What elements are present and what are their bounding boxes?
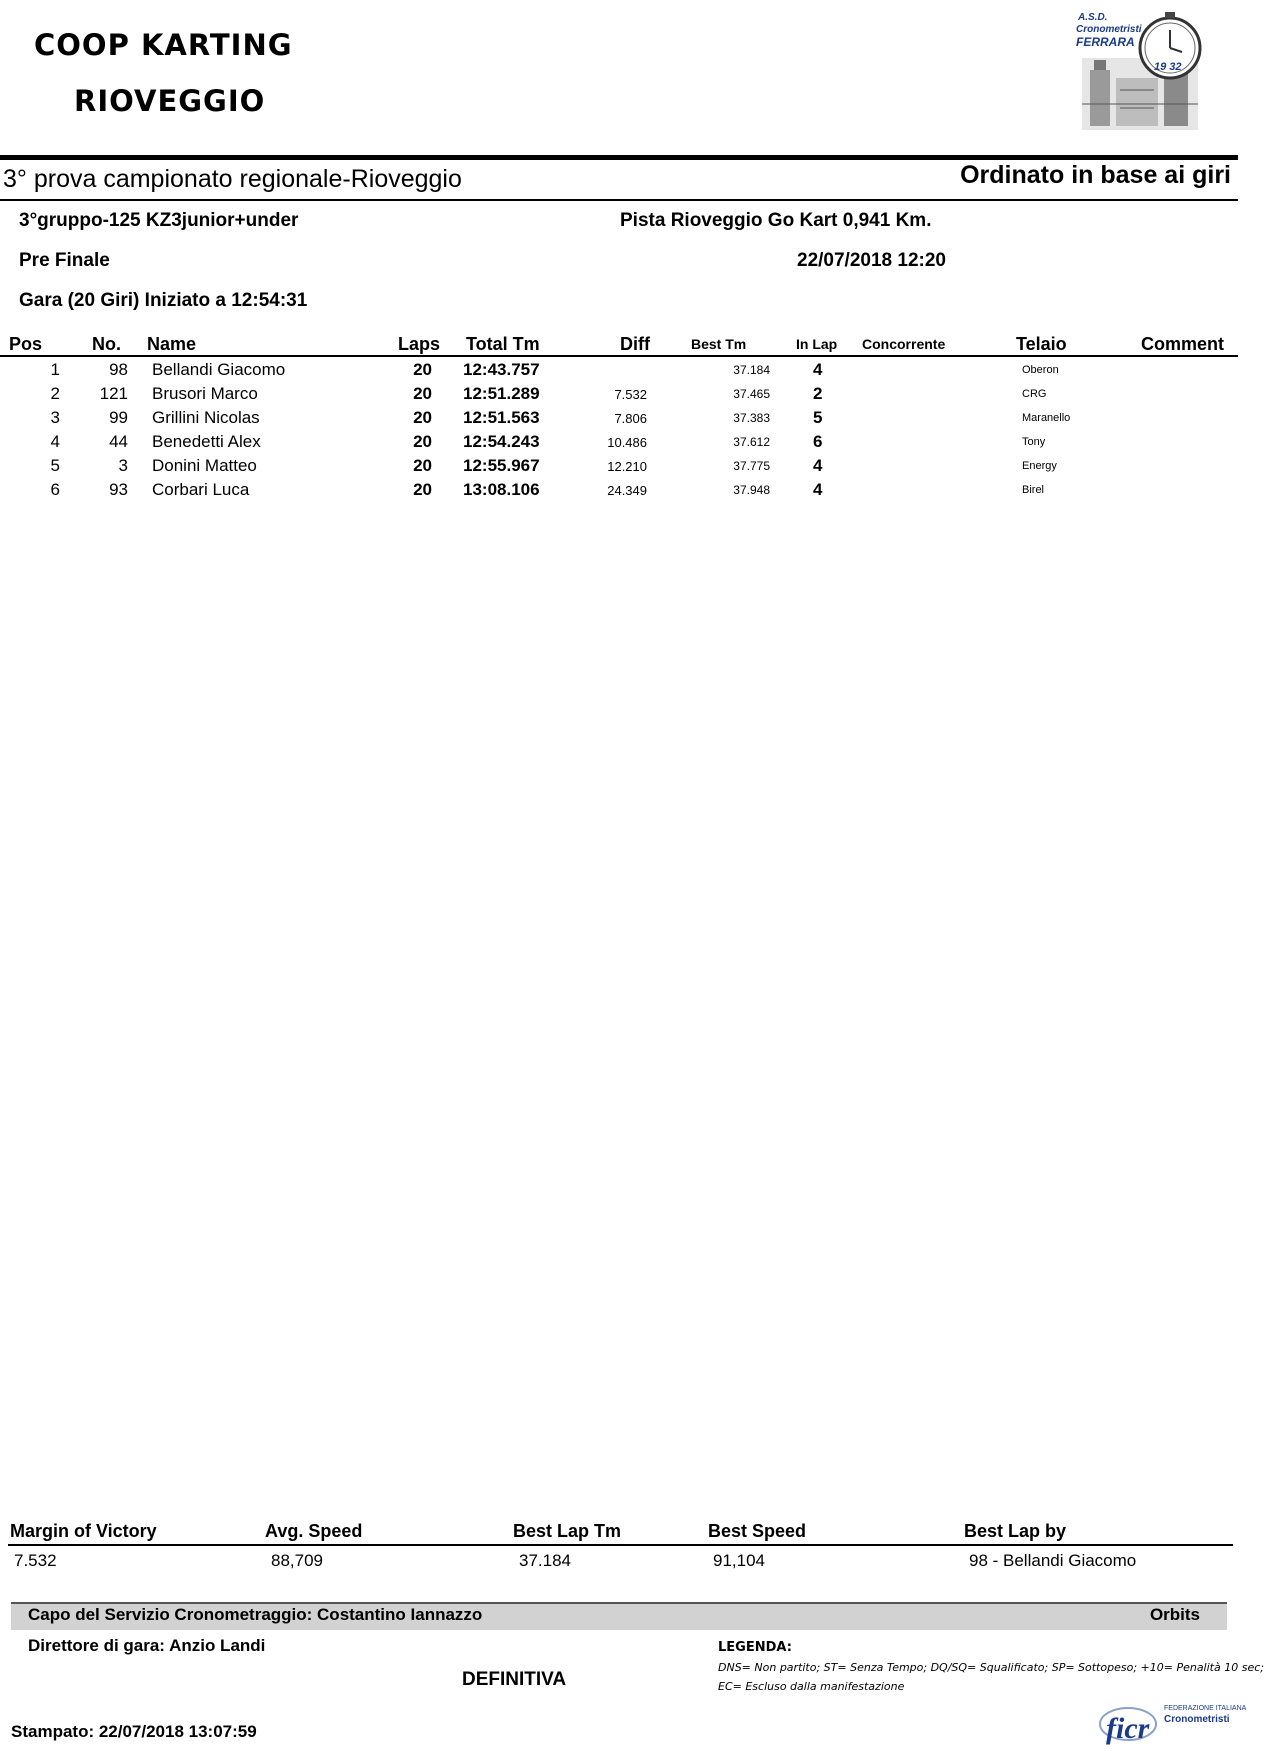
- avg-speed-label: Avg. Speed: [265, 1521, 363, 1541]
- col-header-best: Best Tm: [691, 336, 747, 352]
- brand-subtitle: RIOVEGGIO: [74, 84, 266, 118]
- event-title: 3° prova campionato regionale-Rioveggio: [3, 165, 462, 193]
- cell-in-lap: 4: [813, 480, 823, 499]
- cell-total: 12:54.243: [463, 432, 540, 451]
- ficr-wordmark: ficr: [1106, 1712, 1150, 1745]
- margin-value: 7.532: [14, 1551, 57, 1570]
- col-header-concorrente: Concorrente: [862, 336, 946, 352]
- sort-label: Ordinato in base ai giri: [960, 161, 1231, 189]
- col-header-name: Name: [147, 334, 197, 354]
- table-row: [0, 360, 1238, 383]
- printed-timestamp: Stampato: 22/07/2018 13:07:59: [11, 1722, 257, 1741]
- ficr-logo-icon: [1098, 1692, 1247, 1748]
- cell-no: 98: [109, 360, 128, 379]
- session-label: Pre Finale: [19, 250, 110, 271]
- cell-pos: 5: [50, 456, 60, 475]
- best-lap-value: 37.184: [519, 1551, 571, 1570]
- cell-best: 37.612: [733, 435, 770, 449]
- cell-name: Benedetti Alex: [152, 432, 261, 451]
- software-label: Orbits: [1149, 1605, 1200, 1624]
- cell-name: Donini Matteo: [152, 456, 257, 475]
- avg-speed-value: 88,709: [271, 1551, 323, 1570]
- ficr-line2: Cronometristi: [1164, 1714, 1230, 1725]
- chief-timekeeper: Capo del Servizio Cronometraggio: Costantino Iannazzo: [28, 1605, 483, 1624]
- cell-pos: 2: [50, 384, 60, 403]
- race-director: Direttore di gara: Anzio Landi: [28, 1636, 266, 1655]
- cell-name: Brusori Marco: [152, 384, 258, 403]
- legend-line: EC= Escluso dalla manifestazione: [718, 1680, 905, 1693]
- best-speed-value: 91,104: [713, 1551, 765, 1570]
- cell-in-lap: 2: [813, 384, 823, 403]
- table-row: [0, 384, 1238, 407]
- col-header-comment: Comment: [1141, 334, 1225, 354]
- cell-no: 3: [118, 456, 128, 475]
- race-info: Gara (20 Giri) Iniziato a 12:54:31: [19, 290, 308, 311]
- cell-pos: 6: [50, 480, 60, 499]
- cell-no: 93: [109, 480, 128, 499]
- cell-telaio: Tony: [1022, 436, 1046, 448]
- legend-line: DNS= Non partito; ST= Senza Tempo; DQ/SQ= Squalificato; SP= Sottopeso; +10= Penalità 10 sec;: [718, 1661, 1264, 1674]
- cell-laps: 20: [413, 456, 432, 475]
- cell-telaio: Birel: [1022, 484, 1045, 496]
- cell-total: 12:55.967: [463, 456, 540, 475]
- col-header-no: No.: [92, 334, 121, 354]
- title-bottom-rule: [0, 199, 1238, 201]
- cell-best: 37.775: [733, 459, 770, 473]
- col-header-total: Total Tm: [466, 334, 540, 354]
- cell-diff: 24.349: [607, 483, 647, 498]
- cell-in-lap: 6: [813, 432, 823, 451]
- logo-year: 19 32: [1154, 61, 1182, 73]
- title-top-rule: [0, 155, 1238, 160]
- best-lap-by-value: 98 - Bellandi Giacomo: [969, 1551, 1137, 1570]
- cell-in-lap: 5: [813, 408, 823, 427]
- cell-telaio: CRG: [1022, 388, 1047, 400]
- cell-no: 44: [109, 432, 128, 451]
- cell-laps: 20: [413, 360, 432, 379]
- cell-total: 13:08.106: [463, 480, 540, 499]
- cell-name: Corbari Luca: [152, 480, 250, 499]
- cell-best: 37.383: [733, 411, 770, 425]
- cell-telaio: Maranello: [1022, 412, 1071, 424]
- cell-best: 37.465: [733, 387, 770, 401]
- stopwatch-castle-icon: [1072, 8, 1212, 136]
- table-row: [0, 480, 1238, 503]
- group-label: 3°gruppo-125 KZ3junior+under: [19, 210, 299, 231]
- cell-laps: 20: [413, 384, 432, 403]
- col-header-diff: Diff: [620, 334, 650, 354]
- result-status: DEFINITIVA: [462, 1669, 567, 1690]
- cell-best: 37.184: [733, 363, 770, 377]
- cell-diff: 10.486: [607, 435, 647, 450]
- col-header-pos: Pos: [9, 334, 43, 354]
- logo-line1: A.S.D.: [1078, 12, 1108, 23]
- margin-label: Margin of Victory: [10, 1521, 157, 1541]
- cell-laps: 20: [413, 432, 432, 451]
- cell-total: 12:51.563: [463, 408, 540, 427]
- cell-telaio: Oberon: [1022, 364, 1059, 376]
- cell-no: 121: [99, 384, 128, 403]
- col-header-laps: Laps: [398, 334, 441, 354]
- best-lap-label: Best Lap Tm: [513, 1521, 622, 1541]
- cell-diff: 7.532: [614, 387, 647, 402]
- cell-telaio: Energy: [1022, 460, 1057, 472]
- col-header-telaio: Telaio: [1016, 334, 1067, 354]
- brand-title: COOP KARTING: [34, 28, 293, 62]
- table-header-rule: [0, 355, 1238, 357]
- session-datetime: 22/07/2018 12:20: [797, 250, 946, 271]
- summary-rule: [8, 1544, 1233, 1546]
- col-header-in-lap: In Lap: [796, 336, 838, 352]
- cell-diff: 12.210: [607, 459, 647, 474]
- cell-in-lap: 4: [813, 456, 823, 475]
- cell-name: Bellandi Giacomo: [152, 360, 286, 379]
- best-lap-by-label: Best Lap by: [964, 1521, 1067, 1541]
- cell-total: 12:43.757: [463, 360, 540, 379]
- cell-pos: 1: [50, 360, 60, 379]
- table-row: [0, 456, 1238, 479]
- logo-line2: Cronometristi: [1076, 24, 1142, 35]
- legend-title: LEGENDA:: [718, 1640, 792, 1655]
- logo-line3: FERRARA: [1076, 35, 1135, 49]
- table-row: [0, 432, 1238, 455]
- track-label: Pista Rioveggio Go Kart 0,941 Km.: [620, 210, 932, 231]
- table-row: [0, 408, 1238, 431]
- cell-laps: 20: [413, 408, 432, 427]
- cell-no: 99: [109, 408, 128, 427]
- cell-pos: 3: [50, 408, 60, 427]
- cell-name: Grillini Nicolas: [152, 408, 260, 427]
- cell-laps: 20: [413, 480, 432, 499]
- best-speed-label: Best Speed: [708, 1521, 807, 1541]
- cell-best: 37.948: [733, 483, 770, 497]
- cell-total: 12:51.289: [463, 384, 540, 403]
- cell-in-lap: 4: [813, 360, 823, 379]
- cell-pos: 4: [50, 432, 60, 451]
- cell-diff: 7.806: [614, 411, 647, 426]
- ficr-line1: FEDERAZIONE ITALIANA: [1164, 1705, 1247, 1712]
